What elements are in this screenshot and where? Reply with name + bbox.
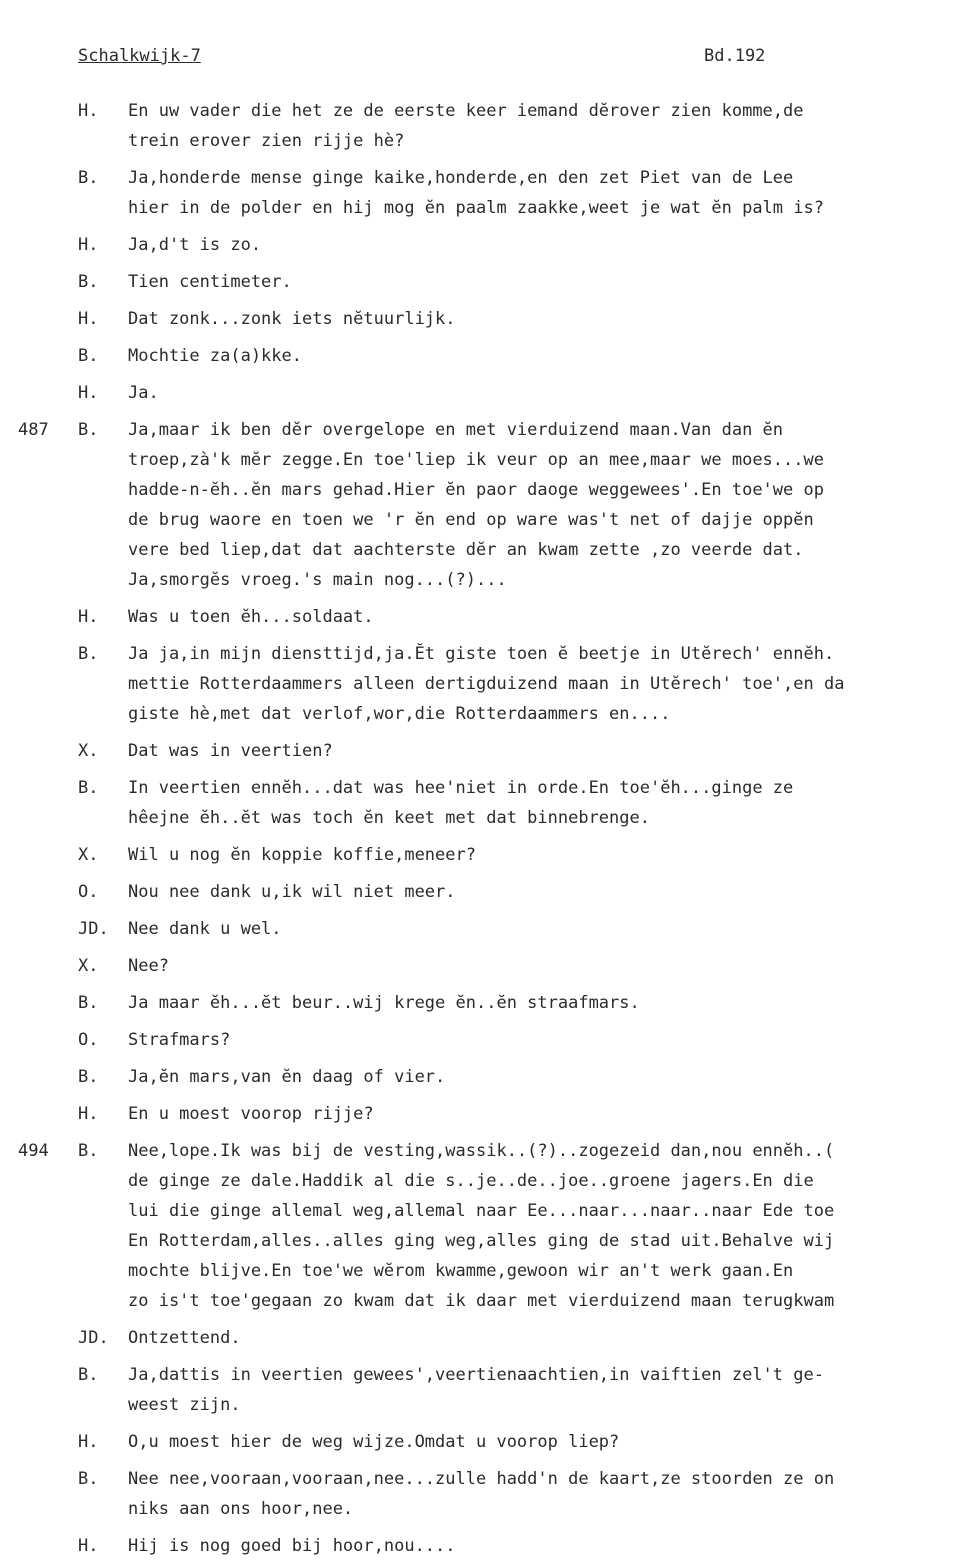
utterance-line: Hij is nog goed bij hoor,nou.... [128, 1536, 456, 1556]
utterance-text [128, 914, 979, 944]
utterance-text [128, 1427, 979, 1457]
speaker-label: H. [78, 383, 99, 403]
utterance-line: In veertien ennĕh...dat was hee'niet in orde.En toe'ĕh...ginge ze [128, 778, 794, 798]
document-title: Schalkwijk-7 [78, 46, 201, 66]
transcript-entry [0, 877, 979, 907]
transcript-entry [0, 988, 979, 1018]
utterance-line: trein erover zien rijje hè? [128, 131, 405, 151]
transcript-entry [0, 1062, 979, 1092]
transcript-entry [0, 304, 979, 334]
utterance-line: Tien centimeter. [128, 272, 292, 292]
utterance-line: mochte blijve.En toe'we wĕrom kwamme,gewoon wir an't werk gaan.En [128, 1261, 794, 1281]
utterance-line: Nou nee dank u,ik wil niet meer. [128, 882, 456, 902]
utterance-text [128, 415, 979, 595]
utterance-text [128, 1360, 979, 1420]
margin-number: 487 [18, 420, 49, 440]
utterance-line: Dat zonk...zonk iets nĕtuurlijk. [128, 309, 456, 329]
speaker-label: B. [78, 1067, 99, 1087]
utterance-text [128, 877, 979, 907]
utterance-text [128, 736, 979, 766]
utterance-line: Wil u nog ĕn koppie koffie,meneer? [128, 845, 476, 865]
speaker-label: H. [78, 101, 99, 121]
speaker-label: B. [78, 993, 99, 1013]
transcript-entry [0, 96, 979, 156]
utterance-line: zo is't toe'gegaan zo kwam dat ik daar met vierduizend maan terugkwam [128, 1291, 835, 1311]
page-header [78, 46, 979, 76]
transcript-entry [0, 1360, 979, 1420]
utterance-line: Strafmars? [128, 1030, 231, 1050]
speaker-label: H. [78, 1432, 99, 1452]
transcript-entry [0, 267, 979, 297]
speaker-label: H. [78, 235, 99, 255]
speaker-label: B. [78, 1141, 99, 1161]
speaker-label: H. [78, 607, 99, 627]
transcript-entry [0, 736, 979, 766]
transcript-entry [0, 1531, 979, 1561]
speaker-label: B. [78, 346, 99, 366]
utterance-line: Nee? [128, 956, 169, 976]
speaker-label: X. [78, 845, 99, 865]
utterance-line: En Rotterdam,alles..alles ging weg,alles ging de stad uit.Behalve wij [128, 1231, 835, 1251]
utterance-line: En u moest voorop rijje? [128, 1104, 374, 1124]
transcript-entry [0, 1427, 979, 1457]
speaker-label: B. [78, 1469, 99, 1489]
speaker-label: X. [78, 741, 99, 761]
utterance-text [128, 602, 979, 632]
speaker-label: B. [78, 644, 99, 664]
transcript-entry [0, 163, 979, 223]
transcript-entry [0, 773, 979, 833]
utterance-text [128, 1062, 979, 1092]
transcript-entry [0, 914, 979, 944]
utterance-text [128, 267, 979, 297]
utterance-line: En uw vader die het ze de eerste keer iemand dĕrover zien komme,de [128, 101, 804, 121]
speaker-label: JD. [78, 1328, 109, 1348]
speaker-label: B. [78, 420, 99, 440]
utterance-text [128, 341, 979, 371]
utterance-line: Dat was in veertien? [128, 741, 333, 761]
utterance-text [128, 1531, 979, 1561]
utterance-text [128, 1464, 979, 1524]
utterance-line: troep,zà'k mĕr zegge.En toe'liep ik veur op an mee,maar we moes...we [128, 450, 824, 470]
utterance-text [128, 1099, 979, 1129]
utterance-line: weest zijn. [128, 1395, 241, 1415]
utterance-line: Ja. [128, 383, 159, 403]
utterance-line: de brug waore en toen we 'r ĕn end op ware was't net of dajje oppĕn [128, 510, 814, 530]
utterance-line: Mochtie za(a)kke. [128, 346, 302, 366]
utterance-text [128, 1323, 979, 1353]
utterance-line: niks aan ons hoor,nee. [128, 1499, 354, 1519]
transcript-entry [0, 1136, 979, 1316]
utterance-text [128, 378, 979, 408]
transcript-entry [0, 341, 979, 371]
utterance-line: Nee dank u wel. [128, 919, 282, 939]
utterance-line: Ja,dattis in veertien gewees',veertienaachtien,in vaiftien zel't ge- [128, 1365, 824, 1385]
utterance-line: Ja,maar ik ben dĕr overgelope en met vierduizend maan.Van dan ĕn [128, 420, 784, 440]
utterance-line: hier in de polder en hij mog ĕn paalm zaakke,weet je wat ĕn palm is? [128, 198, 824, 218]
utterance-text [128, 304, 979, 334]
page-number: Bd.192 [704, 46, 766, 66]
utterance-line: Ja,smorgĕs vroeg.'s main nog...(?)... [128, 570, 507, 590]
utterance-line: hêejne ĕh..ĕt was toch ĕn keet met dat binnebrenge. [128, 808, 650, 828]
utterance-text [128, 988, 979, 1018]
transcript-entry [0, 840, 979, 870]
transcript-entry [0, 378, 979, 408]
utterance-line: Nee nee,vooraan,vooraan,nee...zulle hadd'n de kaart,ze stoorden ze on [128, 1469, 835, 1489]
utterance-text [128, 951, 979, 981]
utterance-line: mettie Rotterdaammers alleen dertigduizend maan in Utĕrech' toe',en da [128, 674, 845, 694]
transcript-body [0, 96, 979, 1568]
transcript-entry [0, 951, 979, 981]
utterance-line: vere bed liep,dat dat aachterste dĕr an kwam zette ,zo veerde dat. [128, 540, 804, 560]
transcript-entry [0, 1464, 979, 1524]
utterance-line: de ginge ze dale.Haddik al die s..je..de..joe..groene jagers.En die [128, 1171, 814, 1191]
utterance-line: giste hè,met dat verlof,wor,die Rotterdaammers en.... [128, 704, 671, 724]
utterance-line: Ja,honderde mense ginge kaike,honderde,en den zet Piet van de Lee [128, 168, 794, 188]
utterance-text [128, 230, 979, 260]
utterance-line: hadde-n-ĕh..ĕn mars gehad.Hier ĕn paor daoge weggewees'.En toe'we op [128, 480, 824, 500]
margin-number: 494 [18, 1141, 49, 1161]
utterance-line: Ja maar ĕh...ĕt beur..wij krege ĕn..ĕn straafmars. [128, 993, 640, 1013]
utterance-text [128, 773, 979, 833]
utterance-text [128, 1136, 979, 1316]
speaker-label: O. [78, 1030, 99, 1050]
utterance-line: Ja,d't is zo. [128, 235, 262, 255]
utterance-line: Ontzettend. [128, 1328, 241, 1348]
utterance-line: Was u toen ĕh...soldaat. [128, 607, 374, 627]
transcript-entry [0, 639, 979, 729]
utterance-line: Ja ja,in mijn diensttijd,ja.Ĕt giste toen ĕ beetje in Utĕrech' ennĕh. [128, 644, 835, 664]
utterance-text [128, 639, 979, 729]
transcript-entry [0, 1099, 979, 1129]
transcript-entry [0, 1025, 979, 1055]
speaker-label: B. [78, 168, 99, 188]
utterance-text [128, 163, 979, 223]
utterance-text [128, 840, 979, 870]
transcript-entry [0, 415, 979, 595]
transcript-entry [0, 230, 979, 260]
speaker-label: H. [78, 1536, 99, 1556]
utterance-line: Nee,lope.Ik was bij de vesting,wassik..(?)..zogezeid dan,nou ennĕh..( [128, 1141, 835, 1161]
utterance-line: O,u moest hier de weg wijze.Omdat u voorop liep? [128, 1432, 620, 1452]
speaker-label: JD. [78, 919, 109, 939]
utterance-line: Ja,ĕn mars,van ĕn daag of vier. [128, 1067, 446, 1087]
utterance-text [128, 1025, 979, 1055]
transcript-entry [0, 1323, 979, 1353]
speaker-label: B. [78, 1365, 99, 1385]
utterance-line: lui die ginge allemal weg,allemal naar Ee...naar...naar..naar Ede toe [128, 1201, 835, 1221]
speaker-label: B. [78, 272, 99, 292]
transcript-entry [0, 602, 979, 632]
speaker-label: X. [78, 956, 99, 976]
speaker-label: O. [78, 882, 99, 902]
speaker-label: B. [78, 778, 99, 798]
speaker-label: H. [78, 1104, 99, 1124]
utterance-text [128, 96, 979, 156]
speaker-label: H. [78, 309, 99, 329]
